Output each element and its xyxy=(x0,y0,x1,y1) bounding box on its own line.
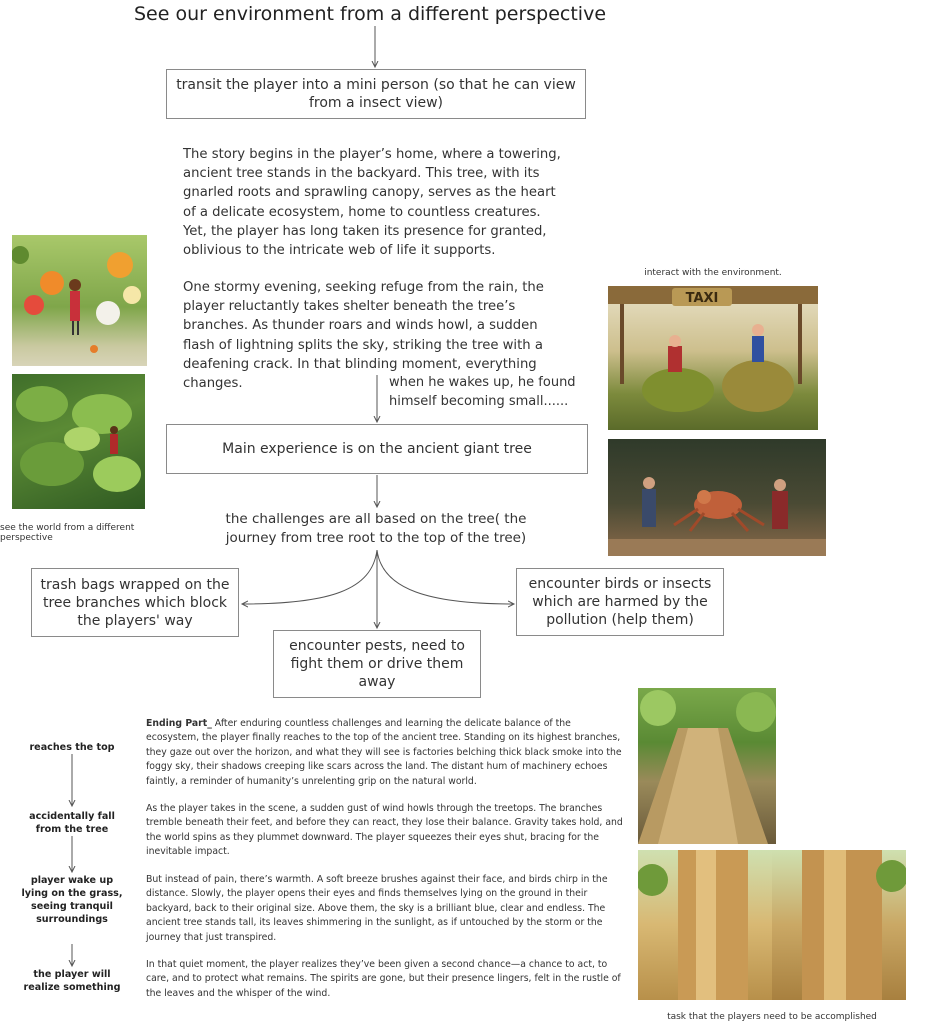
pests-box: encounter pests, need to fight them or drive them away xyxy=(273,630,481,698)
arrow-to-trash xyxy=(242,550,377,604)
wake-note: when he wakes up, he found himself becoming small...... xyxy=(389,375,576,409)
task-caption: task that the players need to be accomplished xyxy=(667,1012,877,1022)
step-reaches-top: reaches the top xyxy=(29,742,115,753)
taxi-frogs-image xyxy=(608,286,818,430)
ending-paragraph-4: In that quiet moment, the player realizes they’ve been given a second chance—a chance to act, to care, and to protect what remains. The spirits are gone, but their presence lingers, felt in the rustle of the leaves and the whisper of the wind. xyxy=(146,959,621,999)
story-paragraph-2: One stormy evening, seeking refuge from the rain, the player reluctantly takes shelter beneath the tree’s branches. As thunder roars and winds howl, a sudden flash of lightning splits the sky, striking the tree with a deafening crack. In that blinding moment, everything changes. xyxy=(183,280,544,392)
flower-garden-image xyxy=(12,235,147,366)
main-experience-box: Main experience is on the ancient giant tree xyxy=(166,424,588,474)
spider-fight-image xyxy=(608,439,826,556)
leaves-image xyxy=(12,374,145,509)
story-paragraph-1: The story begins in the player’s home, where a towering, ancient tree stands in the backyard. This tree, with its gnarled roots and sprawling canopy, serves as the heart of a delicate ecosystem, home to countless creatures. Yet, the player has long taken its presence for granted, oblivious to the intricate web of life it supports. xyxy=(183,147,561,259)
ending-paragraph-1: Ending Part_ After enduring countless challenges and learning the delicate balance of the ecosystem, the player finally reaches to the top of the ancient tree. Standing on its highest branches, they gaze out over the horizon, and what they will see is factories belching thick black smoke into the foggy sky, their shadows creeping like scars across the land. The distant hum of machinery echoes faintly, a reminder of humanity’s unrelenting grip on the natural world. xyxy=(146,718,622,787)
ending-paragraph-3: But instead of pain, there’s warmth. A soft breeze brushes against their face, and birds chirp in the distance. Slowly, the player opens their eyes and finds themselves lying on the ground in their backyard, back to their original size. Above them, the sky is a brilliant blue, clear and endless. The ancient tree stands tall, its leaves shimmering in the sunlight, as if untouched by the storm or the journey that just transpired. xyxy=(146,874,608,943)
step-wake-up: player wake up lying on the grass, seeing tranquil surroundings xyxy=(21,875,123,925)
log-bridge-image xyxy=(638,688,776,844)
step-realize: the player will realize something xyxy=(23,969,121,993)
transit-box: transit the player into a mini person (so that he can view from a insect view) xyxy=(166,69,586,119)
birds-box: encounter birds or insects which are harmed by the pollution (help them) xyxy=(516,568,724,636)
arrow-to-birds xyxy=(377,550,514,604)
trash-bags-box: trash bags wrapped on the tree branches which block the players' way xyxy=(31,568,239,637)
interact-caption: interact with the environment. xyxy=(644,268,782,278)
page-title: See our environment from a different perspective xyxy=(133,3,607,25)
tree-trunk-image-1 xyxy=(638,850,772,1000)
ending-paragraph-2: As the player takes in the scene, a sudden gust of wind howls through the treetops. The branches tremble beneath their feet, and before they can react, they lose their balance. Gravity takes hold, and the world spins as they plummet downward. The player squeezes their eyes shut, bracing for the inevitable impact. xyxy=(146,803,623,858)
ending-heading: Ending Part_ xyxy=(146,718,212,729)
taxi-sign-text: TAXI xyxy=(685,291,719,306)
tree-trunk-image-2 xyxy=(772,850,906,1000)
step-fall: accidentally fall from the tree xyxy=(29,811,115,835)
challenges-text: the challenges are all based on the tree( the journey from tree root to the top of the tree) xyxy=(225,511,527,546)
left-caption: see the world from a different perspective xyxy=(0,523,135,543)
